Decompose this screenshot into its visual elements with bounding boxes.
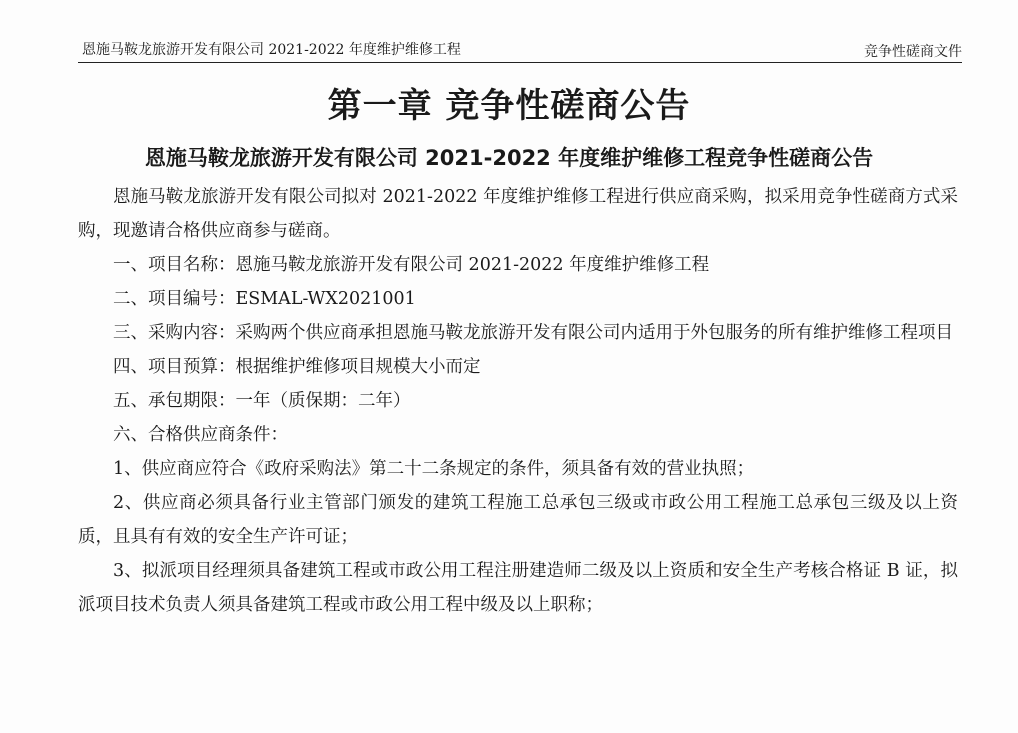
qualified-supplier-heading: 六、合格供应商条件： xyxy=(113,425,288,445)
supplier-condition-2: 2、供应商必须具备行业主管部门颁发的建筑工程施工总承包三级或市政公用工程施工总承包三级及以上资质，且具有有效的安全生产许可证； xyxy=(78,493,958,547)
announcement-body xyxy=(78,180,958,622)
project-name-item: 一、项目名称：恩施马鞍龙旅游开发有限公司 2021-2022 年度维护维修工程 xyxy=(113,255,710,275)
page-header xyxy=(78,38,962,63)
project-number-item: 二、项目编号：ESMAL-WX2021001 xyxy=(113,289,416,309)
supplier-condition-3: 3、拟派项目经理须具备建筑工程或市政公用工程注册建造师二级及以上资质和安全生产考核合格证 B 证，拟派项目技术负责人须具备建筑工程或市政公用工程中级及以上职称； xyxy=(78,561,958,615)
procurement-content-item: 三、采购内容：采购两个供应商承担恩施马鞍龙旅游开发有限公司内适用于外包服务的所有维护维修工程项目 xyxy=(113,323,953,343)
announcement-title: 恩施马鞍龙旅游开发有限公司 2021-2022 年度维护维修工程竞争性磋商公告 xyxy=(144,146,874,170)
header-document-type: 竞争性磋商文件 xyxy=(864,44,962,60)
chapter-title: 第一章 竞争性磋商公告 xyxy=(327,86,691,126)
project-budget-item: 四、项目预算：根据维护维修项目规模大小而定 xyxy=(113,357,481,377)
contract-period-item: 五、承包期限：一年（质保期：二年） xyxy=(113,391,411,411)
intro-paragraph: 恩施马鞍龙旅游开发有限公司拟对 2021-2022 年度维护维修工程进行供应商采购，拟采用竞争性磋商方式采购，现邀请合格供应商参与磋商。 xyxy=(78,187,958,241)
header-project-name: 恩施马鞍龙旅游开发有限公司 2021-2022 年度维护维修工程 xyxy=(82,42,461,58)
supplier-condition-1: 1、供应商应符合《政府采购法》第二十二条规定的条件，须具备有效的营业执照； xyxy=(113,459,755,479)
